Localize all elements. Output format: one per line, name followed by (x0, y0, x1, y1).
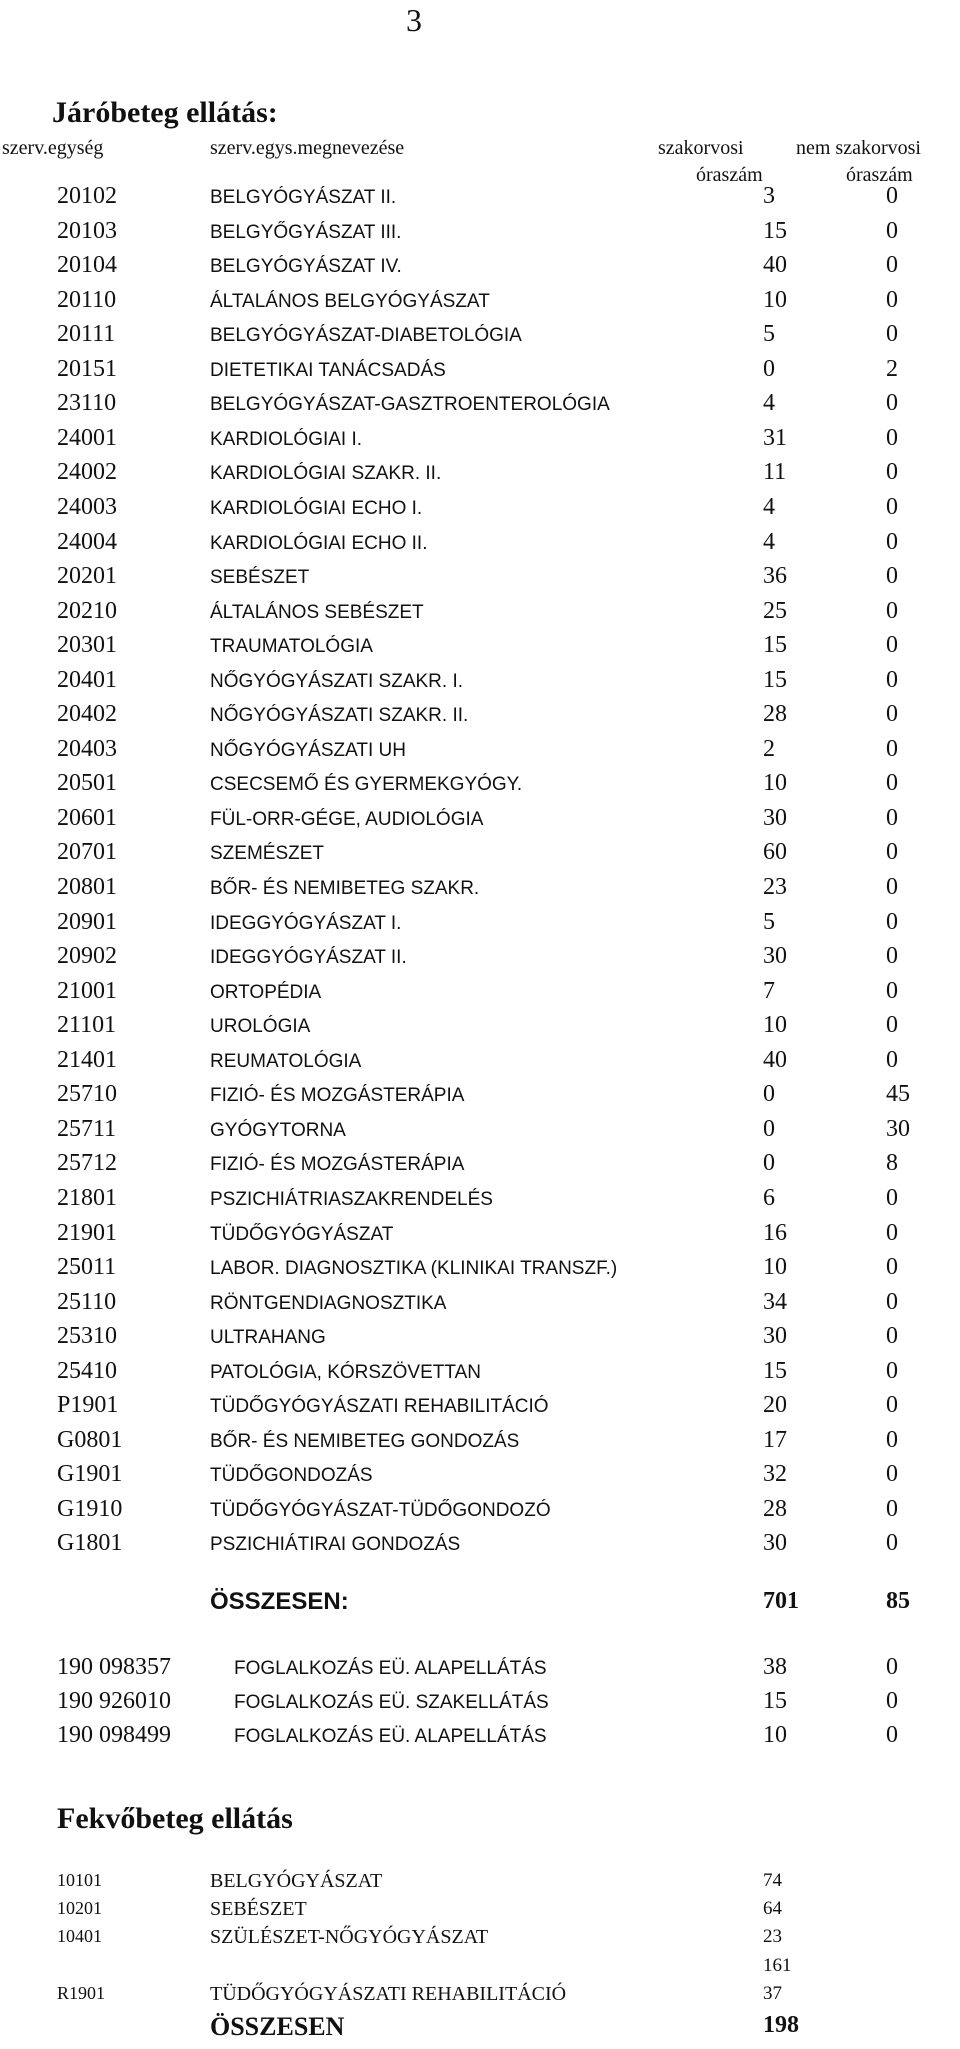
unit-code: 21901 (57, 1219, 117, 1246)
specialist-hours: 60 (763, 839, 787, 866)
specialist-hours: 4 (763, 493, 775, 520)
unit-name: ORTOPÉDIA (210, 981, 322, 1003)
table-row (0, 632, 960, 666)
specialist-hours: 15 (763, 632, 787, 659)
non-specialist-hours: 0 (886, 943, 898, 970)
bed-value: 37 (763, 1982, 782, 2004)
non-specialist-hours: 0 (886, 493, 898, 520)
non-specialist-hours: 0 (886, 874, 898, 900)
unit-name: PATOLÓGIA, KÓRSZÖVETTAN (210, 1361, 481, 1383)
unit-code: 20103 (57, 217, 117, 244)
non-specialist-hours: 0 (886, 252, 898, 279)
table-row (0, 356, 960, 390)
table-row (0, 1530, 960, 1564)
specialist-hours: 11 (763, 459, 787, 486)
inpatient-total-row (0, 2012, 960, 2040)
specialist-hours: 15 (763, 217, 787, 244)
table-row (0, 1654, 960, 1688)
unit-code: 20901 (57, 908, 117, 935)
unit-code: 10401 (57, 1926, 102, 1947)
unit-code: 21001 (57, 977, 117, 1004)
unit-name: TÜDŐGYÓGYÁSZATI REHABILITÁCIÓ (210, 1396, 549, 1418)
non-specialist-hours: 0 (886, 1688, 898, 1714)
table-row (0, 321, 960, 355)
unit-name: REUMATOLÓGIA (210, 1050, 362, 1072)
non-specialist-hours: 0 (886, 321, 898, 348)
unit-name: BELGYÓGYÁSZAT (210, 1870, 383, 1892)
unit-code: 190 098499 (57, 1722, 171, 1748)
table-row (0, 1926, 960, 1954)
table-row (0, 978, 960, 1012)
specialist-hours: 17 (763, 1426, 787, 1453)
header-non-specialist-line2: óraszám (846, 164, 913, 186)
unit-name: PSZICHIÁTIRAI GONDOZÁS (210, 1534, 461, 1556)
unit-code: 20902 (57, 943, 117, 970)
unit-name: NŐGYÓGYÁSZATI UH (210, 739, 407, 761)
non-specialist-hours: 0 (886, 1254, 898, 1281)
non-specialist-hours: 0 (886, 1323, 898, 1350)
unit-code: R1901 (57, 1982, 106, 2003)
table-row (0, 1955, 960, 1983)
table-row (0, 1427, 960, 1461)
unit-code: P1901 (57, 1392, 119, 1419)
non-specialist-hours: 0 (886, 390, 898, 417)
inpatient-total-label: ÖSSZESEN (210, 2012, 345, 2041)
unit-code: 24004 (57, 528, 117, 555)
table-row (0, 1392, 960, 1426)
unit-code: 20402 (57, 701, 117, 728)
header-unit: szerv.egység (2, 137, 104, 159)
non-specialist-hours: 0 (886, 1530, 898, 1557)
inpatient-section-title: Fekvőbeteg ellátás (57, 1802, 293, 1835)
table-row (0, 701, 960, 735)
non-specialist-hours: 0 (886, 977, 898, 1004)
non-specialist-hours: 0 (886, 770, 898, 797)
unit-name: FIZIÓ- ÉS MOZGÁSTERÁPIA (210, 1085, 465, 1107)
unit-code: 25011 (57, 1254, 117, 1281)
table-row (0, 943, 960, 977)
non-specialist-hours: 0 (886, 1495, 898, 1522)
table-row (0, 1081, 960, 1115)
specialist-hours: 34 (763, 1288, 787, 1315)
unit-name: PSZICHIÁTRIASZAKRENDELÉS (210, 1188, 493, 1210)
specialist-hours: 30 (763, 943, 787, 970)
non-specialist-hours: 0 (886, 1046, 898, 1073)
unit-name: KARDIOLÓGIAI ECHO II. (210, 532, 428, 554)
table-row (0, 1898, 960, 1926)
table-row (0, 1150, 960, 1184)
unit-name: ÁLTALÁNOS BELGYÓGYÁSZAT (210, 290, 490, 312)
unit-code: 190 926010 (57, 1688, 171, 1714)
unit-code: 25110 (57, 1288, 117, 1315)
unit-name: IDEGGYÓGYÁSZAT II. (210, 947, 407, 969)
non-specialist-hours: 0 (886, 1392, 898, 1419)
unit-code: 24001 (57, 424, 117, 451)
unit-name: ÁLTALÁNOS SEBÉSZET (210, 601, 424, 623)
unit-code: 20104 (57, 252, 117, 279)
table-row (0, 1047, 960, 1081)
unit-name: GYÓGYTORNA (210, 1119, 346, 1141)
unit-name: SZEMÉSZET (210, 843, 325, 865)
specialist-hours: 40 (763, 252, 787, 279)
specialist-hours: 25 (763, 597, 787, 624)
unit-code: G1901 (57, 1461, 123, 1488)
table-row (0, 1289, 960, 1323)
unit-code: 25712 (57, 1150, 117, 1177)
specialist-hours: 5 (763, 321, 775, 348)
non-specialist-hours: 45 (886, 1081, 910, 1108)
non-specialist-hours: 0 (886, 217, 898, 244)
non-specialist-hours: 0 (886, 1722, 898, 1748)
specialist-hours: 38 (763, 1654, 787, 1680)
non-specialist-hours: 0 (886, 908, 898, 935)
table-row (0, 1012, 960, 1046)
unit-name: FOGLALKOZÁS EÜ. ALAPELLÁTÁS (234, 1726, 547, 1747)
unit-code: 21101 (57, 1012, 117, 1039)
specialist-hours: 3 (763, 183, 775, 209)
unit-code: 20102 (57, 183, 117, 209)
unit-code: 20701 (57, 839, 117, 866)
unit-code: 24002 (57, 459, 117, 486)
non-specialist-hours: 0 (886, 701, 898, 728)
unit-name: BELGYÓGYÁSZAT II. (210, 187, 397, 208)
non-specialist-hours: 8 (886, 1150, 898, 1177)
specialist-hours: 15 (763, 1357, 787, 1384)
specialist-hours: 4 (763, 390, 775, 417)
specialist-hours: 2 (763, 735, 775, 762)
non-specialist-hours: 0 (886, 528, 898, 555)
unit-name: BELGYŐGYÁSZAT III. (210, 221, 402, 243)
unit-code: 20501 (57, 770, 117, 797)
non-specialist-hours: 0 (886, 1461, 898, 1488)
non-specialist-hours: 0 (886, 286, 898, 313)
non-specialist-hours: 0 (886, 1357, 898, 1384)
bed-value: 74 (763, 1870, 782, 1891)
table-row (0, 874, 960, 908)
non-specialist-hours: 0 (886, 839, 898, 866)
non-specialist-hours: 0 (886, 424, 898, 451)
specialist-hours: 6 (763, 1184, 775, 1211)
unit-code: G1910 (57, 1495, 123, 1522)
unit-code: 20110 (57, 286, 117, 313)
table-row (0, 1185, 960, 1219)
unit-name: FÜL-ORR-GÉGE, AUDIOLÓGIA (210, 808, 484, 830)
unit-code: 25310 (57, 1323, 117, 1350)
non-specialist-hours: 0 (886, 563, 898, 590)
table-row (0, 839, 960, 873)
non-specialist-hours: 0 (886, 597, 898, 624)
non-specialist-hours: 0 (886, 804, 898, 831)
table-row (0, 1254, 960, 1288)
unit-name: SEBÉSZET (210, 1898, 307, 1921)
header-non-specialist-line1: nem szakorvosi (796, 137, 921, 159)
non-specialist-hours: 0 (886, 1426, 898, 1453)
unit-name: BELGYÓGYÁSZAT-GASZTROENTEROLÓGIA (210, 394, 610, 416)
specialist-hours: 30 (763, 1530, 787, 1557)
total-label: ÖSSZESEN: (210, 1588, 349, 1615)
table-row (0, 563, 960, 597)
unit-code: 20301 (57, 632, 117, 659)
unit-name: FOGLALKOZÁS EÜ. ALAPELLÁTÁS (234, 1658, 547, 1679)
non-specialist-hours: 30 (886, 1115, 910, 1142)
non-specialist-hours: 0 (886, 1654, 898, 1680)
unit-name: TRAUMATOLÓGIA (210, 636, 373, 658)
unit-code: 24003 (57, 493, 117, 520)
table-row (0, 252, 960, 286)
specialist-hours: 36 (763, 563, 787, 590)
specialist-hours: 28 (763, 701, 787, 728)
non-specialist-hours: 0 (886, 632, 898, 659)
unit-code: 21401 (57, 1046, 117, 1073)
unit-code: 10101 (57, 1870, 102, 1890)
table-row (0, 1870, 960, 1898)
table-row (0, 218, 960, 252)
unit-name: NŐGYÓGYÁSZATI SZAKR. II. (210, 705, 469, 727)
specialist-hours: 7 (763, 977, 775, 1004)
unit-code: 20111 (57, 321, 116, 348)
unit-code: 21801 (57, 1184, 117, 1211)
table-row (0, 287, 960, 321)
table-row (0, 529, 960, 563)
unit-name: BELGYÓGYÁSZAT-DIABETOLÓGIA (210, 325, 522, 347)
table-row (0, 1116, 960, 1150)
specialist-hours: 10 (763, 286, 787, 313)
unit-name: RÖNTGENDIAGNOSZTIKA (210, 1292, 447, 1314)
specialist-hours: 10 (763, 1254, 787, 1281)
table-row (0, 1496, 960, 1530)
bed-value: 64 (763, 1898, 782, 1920)
non-specialist-hours: 2 (886, 355, 898, 382)
unit-code: 25711 (57, 1115, 117, 1142)
non-specialist-hours: 0 (886, 735, 898, 762)
unit-name: UROLÓGIA (210, 1016, 311, 1038)
outpatient-section-title: Járóbeteg ellátás: (52, 96, 278, 129)
unit-code: 20151 (57, 355, 117, 382)
table-row (0, 598, 960, 632)
page-number: 3 (406, 2, 422, 38)
specialist-hours: 0 (763, 1081, 775, 1108)
table-row (0, 1358, 960, 1392)
table-row (0, 390, 960, 424)
inpatient-total-value: 198 (763, 2012, 799, 2038)
unit-name: DIETETIKAI TANÁCSADÁS (210, 359, 446, 381)
specialist-hours: 15 (763, 666, 787, 693)
table-row (0, 909, 960, 943)
unit-code: 20801 (57, 874, 117, 900)
non-specialist-hours: 0 (886, 1288, 898, 1315)
table-row (0, 494, 960, 528)
non-specialist-hours: 0 (886, 1184, 898, 1211)
unit-name: TÜDŐGYÓGYÁSZAT (210, 1223, 394, 1245)
unit-name: IDEGGYÓGYÁSZAT I. (210, 912, 402, 934)
specialist-hours: 40 (763, 1046, 787, 1073)
non-specialist-hours: 0 (886, 459, 898, 486)
non-specialist-hours: 0 (886, 1219, 898, 1246)
specialist-hours: 30 (763, 804, 787, 831)
unit-name: CSECSEMŐ ÉS GYERMEKGYÓGY. (210, 774, 523, 796)
unit-name: TÜDŐGONDOZÁS (210, 1465, 373, 1487)
table-row (0, 736, 960, 770)
table-row (0, 805, 960, 839)
unit-name: BŐR- ÉS NEMIBETEG GONDOZÁS (210, 1430, 520, 1452)
unit-name: KARDIOLÓGIAI ECHO I. (210, 497, 423, 519)
table-row (0, 1688, 960, 1722)
table-row (0, 1722, 960, 1756)
non-specialist-hours: 0 (886, 1012, 898, 1039)
unit-name: TÜDŐGYÓGYÁSZATI REHABILITÁCIÓ (210, 1982, 567, 2005)
specialist-hours: 0 (763, 355, 775, 382)
specialist-hours: 0 (763, 1150, 775, 1177)
unit-name: KARDIOLÓGIAI I. (210, 428, 363, 450)
specialist-hours: 23 (763, 874, 787, 900)
total-specialist-hours: 701 (763, 1588, 799, 1614)
unit-name: BELGYÓGYÁSZAT IV. (210, 256, 402, 278)
total-non-specialist-hours: 85 (886, 1588, 910, 1614)
specialist-hours: 15 (763, 1688, 787, 1714)
specialist-hours: 4 (763, 528, 775, 555)
table-row (0, 1220, 960, 1254)
table-row (0, 1983, 960, 2011)
specialist-hours: 20 (763, 1392, 787, 1419)
table-row (0, 667, 960, 701)
unit-code: G1801 (57, 1530, 123, 1557)
table-row (0, 1323, 960, 1357)
unit-code: 20401 (57, 666, 117, 693)
unit-name: BŐR- ÉS NEMIBETEG SZAKR. (210, 878, 480, 899)
bed-value: 23 (763, 1926, 782, 1948)
unit-code: 25410 (57, 1357, 117, 1384)
unit-code: G0801 (57, 1426, 123, 1453)
specialist-hours: 30 (763, 1323, 787, 1350)
specialist-hours: 28 (763, 1495, 787, 1522)
unit-name: NŐGYÓGYÁSZATI SZAKR. I. (210, 670, 464, 692)
specialist-hours: 10 (763, 1722, 787, 1748)
specialist-hours: 5 (763, 908, 775, 935)
unit-code: 190 098357 (57, 1654, 171, 1680)
header-unit-name: szerv.egys.megnevezése (210, 137, 405, 159)
unit-code: 20601 (57, 804, 117, 831)
unit-code: 10201 (57, 1898, 102, 1919)
unit-code: 25710 (57, 1081, 117, 1108)
non-specialist-hours: 0 (886, 183, 898, 209)
specialist-hours: 10 (763, 1012, 787, 1039)
table-row (0, 425, 960, 459)
bed-value: 161 (763, 1954, 792, 1976)
specialist-hours: 0 (763, 1115, 775, 1142)
table-row (0, 183, 960, 217)
specialist-hours: 10 (763, 770, 787, 797)
unit-name: LABOR. DIAGNOSZTIKA (KLINIKAI TRANSZF.) (210, 1258, 618, 1280)
table-row (0, 1461, 960, 1495)
table-row (0, 459, 960, 493)
unit-code: 20210 (57, 597, 117, 624)
header-specialist-line2: óraszám (696, 164, 763, 186)
unit-name: TÜDŐGYÓGYÁSZAT-TÜDŐGONDOZÓ (210, 1499, 551, 1521)
unit-code: 20403 (57, 735, 117, 762)
unit-name: FIZIÓ- ÉS MOZGÁSTERÁPIA (210, 1154, 465, 1176)
non-specialist-hours: 0 (886, 666, 898, 693)
unit-name: SZÜLÉSZET-NŐGYÓGYÁSZAT (210, 1926, 489, 1949)
specialist-hours: 32 (763, 1461, 787, 1488)
table-row (0, 770, 960, 804)
unit-name: KARDIOLÓGIAI SZAKR. II. (210, 463, 442, 485)
unit-code: 20201 (57, 563, 117, 590)
unit-name: FOGLALKOZÁS EÜ. SZAKELLÁTÁS (234, 1692, 549, 1713)
specialist-hours: 31 (763, 424, 787, 451)
specialist-hours: 16 (763, 1219, 787, 1246)
header-specialist-line1: szakorvosi (658, 137, 744, 159)
outpatient-total-row (0, 1588, 960, 1622)
unit-code: 23110 (57, 390, 117, 417)
unit-name: ULTRAHANG (210, 1327, 326, 1349)
unit-name: SEBÉSZET (210, 567, 310, 589)
